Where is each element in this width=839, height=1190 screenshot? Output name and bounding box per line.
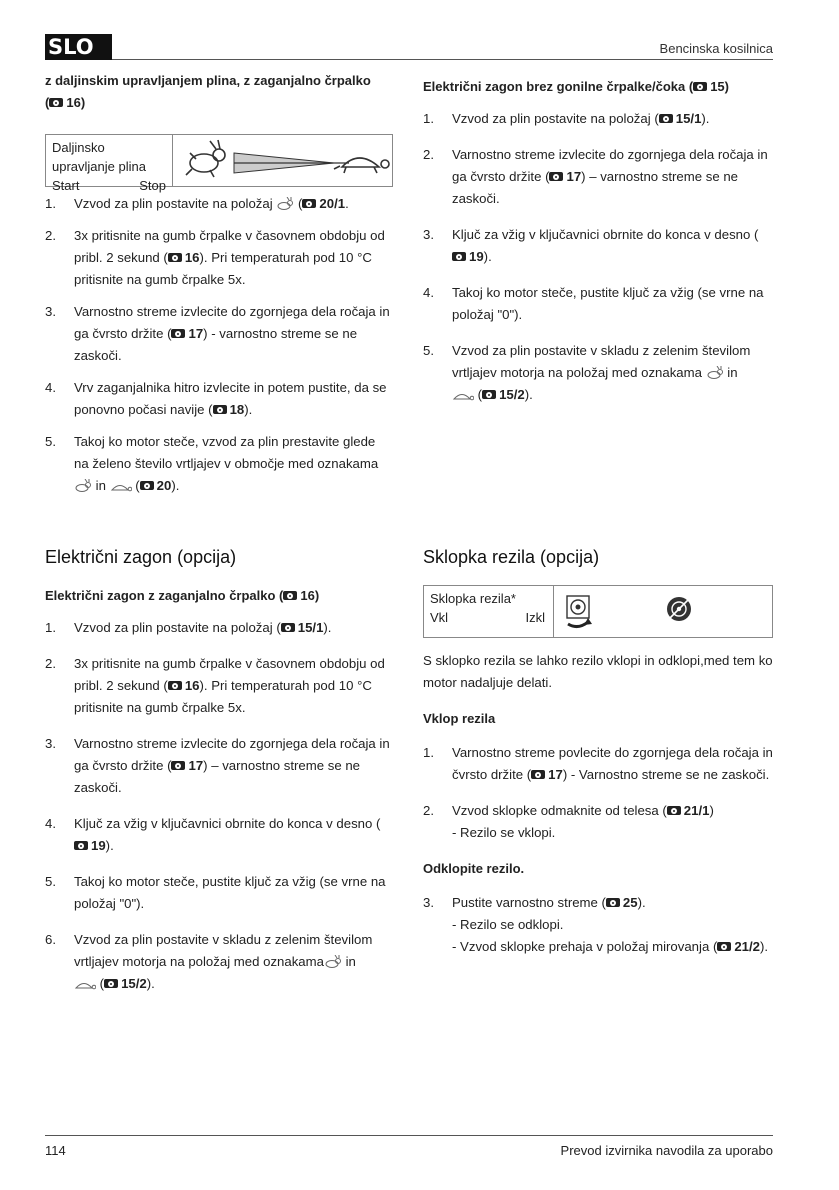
camera-icon bbox=[283, 591, 297, 600]
left-top-steps bbox=[45, 193, 393, 497]
camera-icon bbox=[482, 390, 496, 399]
camera-icon bbox=[717, 942, 731, 951]
section-heading: Električni zagon z zaganjalno črpalko ( 16) bbox=[45, 588, 320, 603]
camera-icon bbox=[213, 405, 227, 414]
language-badge: SLO bbox=[45, 34, 112, 60]
rabbit-icon bbox=[276, 197, 294, 211]
list-item: 1. Varnostno streme povlecite do zgornjega dela ročaja in čvrsto držite ( 17) - Varnostno streme se ne zaskoči. bbox=[423, 745, 773, 782]
page-number: 114 bbox=[45, 1143, 66, 1158]
blade-on-icon bbox=[564, 594, 594, 630]
throttle-table-label: Daljinsko upravljanje plina Start Stop bbox=[46, 135, 173, 186]
left-bottom-section bbox=[45, 545, 393, 1005]
list-item: 3. Ključ za vžig v ključavnici obrnite do konca v desno (19). bbox=[423, 227, 759, 264]
camera-icon bbox=[49, 98, 63, 107]
subsection-heading: Vklop rezila bbox=[423, 711, 496, 726]
header-title: Bencinska kosilnica bbox=[659, 41, 773, 56]
rabbit-icon bbox=[324, 955, 342, 969]
list-item: 1. Vzvod za plin postavite na položaj ( 20/1. bbox=[45, 196, 349, 211]
list-item: 2. Vzvod sklopke odmaknite od telesa ( 21/1) - Rezilo se vklopi. bbox=[423, 803, 714, 840]
camera-icon bbox=[171, 329, 185, 338]
turtle-icon bbox=[452, 390, 474, 402]
page-header bbox=[45, 34, 773, 60]
right-top-section bbox=[423, 76, 773, 416]
list-item: 1. Vzvod za plin postavite na položaj ( 15/1). bbox=[45, 620, 332, 635]
camera-icon bbox=[168, 681, 182, 690]
section-title: Sklopka rezila (opcija) bbox=[423, 547, 600, 567]
camera-icon bbox=[74, 841, 88, 850]
list-item: 2. Varnostno streme izvlecite do zgornjega dela ročaja in ga čvrsto držite ( 17) – varnostno streme se ne zaskoči. bbox=[423, 147, 768, 206]
blade-off-steps bbox=[423, 892, 773, 958]
rabbit-to-turtle-icon bbox=[174, 139, 392, 184]
list-item: 4. Vrv zaganjalnika hitro izvlecite in potem pustite, da se ponovno počasi navije ( 18). bbox=[45, 380, 387, 417]
camera-icon bbox=[667, 806, 681, 815]
list-item: 6. Vzvod za plin postavite v skladu z zelenim številom vrtljajev motorja na položaj med oznakama in ( 15/2). bbox=[45, 932, 373, 991]
left-top-section bbox=[45, 70, 393, 507]
page-footer bbox=[45, 1135, 773, 1158]
camera-icon bbox=[302, 199, 316, 208]
throttle-graphic bbox=[174, 139, 392, 184]
turtle-icon bbox=[74, 979, 96, 991]
camera-icon bbox=[693, 82, 707, 91]
footer-text: Prevod izvirnika navodila za uporabo bbox=[560, 1143, 773, 1158]
list-item: 4. Takoj ko motor steče, pustite ključ za vžig (se vrne na položaj "0"). bbox=[423, 285, 764, 322]
blade-clutch-table bbox=[423, 585, 773, 638]
section-heading: z daljinskim upravljanjem plina, z zaganjalno črpalko ( 16) bbox=[45, 73, 371, 110]
turtle-icon bbox=[110, 481, 132, 493]
camera-icon bbox=[549, 172, 563, 181]
rabbit-icon bbox=[74, 479, 92, 493]
list-item: 5. Takoj ko motor steče, pustite ključ za vžig (se vrne na položaj "0"). bbox=[45, 874, 386, 911]
throttle-table bbox=[45, 134, 393, 193]
list-item: 1. Vzvod za plin postavite na položaj ( 15/1). bbox=[423, 111, 710, 126]
blade-on-steps bbox=[423, 742, 773, 844]
list-item: 2. 3x pritisnite na gumb črpalke v časovnem obdobju od pribl. 2 sekund ( 16). Pri temperaturah pod 10 °C pritisnite na gumb črpalke 5x. bbox=[45, 228, 385, 287]
camera-icon bbox=[281, 623, 295, 632]
section-heading: Električni zagon brez gonilne črpalke/čoka ( 15) bbox=[423, 79, 730, 94]
list-item: 5. Vzvod za plin postavite v skladu z zelenim številom vrtljajev motorja na položaj med oznakama in ( 15/2). bbox=[423, 343, 751, 402]
camera-icon bbox=[606, 898, 620, 907]
section-title: Električni zagon (opcija) bbox=[45, 547, 237, 567]
camera-icon bbox=[140, 481, 154, 490]
list-item: 2. 3x pritisnite na gumb črpalke v časovnem obdobju od pribl. 2 sekund ( 16). Pri temperaturah pod 10 °C pritisnite na gumb črpalke 5x. bbox=[45, 656, 385, 715]
list-item: 3. Varnostno streme izvlecite do zgornjega dela ročaja in ga čvrsto držite ( 17) – varnostno streme se ne zaskoči. bbox=[45, 736, 390, 795]
camera-icon bbox=[171, 761, 185, 770]
left-bottom-steps bbox=[45, 617, 393, 995]
camera-icon bbox=[531, 770, 545, 779]
list-item: 5. Takoj ko motor steče, vzvod za plin prestavite glede na želeno število vrtljajev v območje med oznakama in ( 20). bbox=[45, 434, 379, 493]
right-bottom-section bbox=[423, 545, 773, 968]
list-item: 3. Pustite varnostno streme ( 25). - Rezilo se odklopi. - Vzvod sklopke prehaja v položaj mirovanja ( 21/2). bbox=[423, 895, 769, 954]
subsection-heading: Odklopite rezilo. bbox=[423, 861, 525, 876]
intro-text: S sklopko rezila se lahko rezilo vklopi in odklopi,med tem ko motor nadaljuje delati. bbox=[423, 653, 773, 690]
list-item: 4. Ključ za vžig v ključavnici obrnite do konca v desno (19). bbox=[45, 816, 381, 853]
list-item: 3. Varnostno streme izvlecite do zgornjega dela ročaja in ga čvrsto držite ( 17) - varnostno streme se ne zaskoči. bbox=[45, 304, 390, 363]
camera-icon bbox=[104, 979, 118, 988]
rabbit-icon bbox=[706, 366, 724, 380]
blade-clutch-label: Sklopka rezila* Vkl Izkl bbox=[424, 586, 554, 637]
camera-icon bbox=[168, 253, 182, 262]
camera-icon bbox=[659, 114, 673, 123]
right-top-steps bbox=[423, 108, 773, 406]
blade-off-icon bbox=[664, 594, 694, 624]
camera-icon bbox=[452, 252, 466, 261]
